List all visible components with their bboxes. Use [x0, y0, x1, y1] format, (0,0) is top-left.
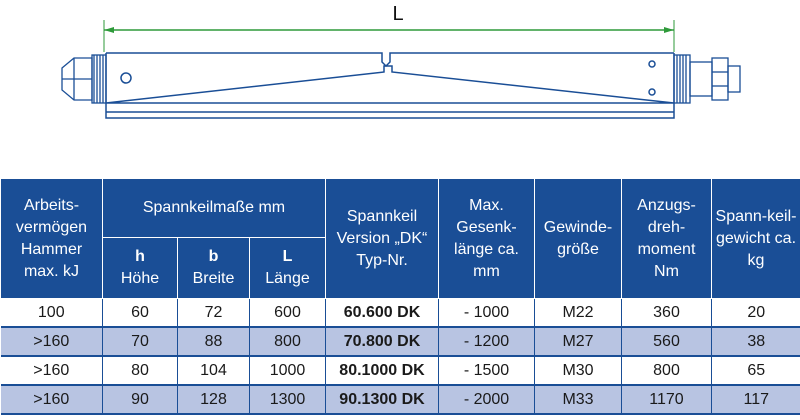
header-gesenklaenge: Max. Gesenk-länge ca. mm [439, 179, 535, 299]
header-spannkeil-version: Spannkeil Version „DK“ Typ-Nr. [326, 179, 439, 299]
cell-hammer: >160 [1, 356, 103, 385]
cell-gesenk: - 1200 [439, 327, 535, 356]
cell-b: 104 [178, 356, 250, 385]
spannkeil-drawing [0, 0, 800, 170]
cell-hammer: >160 [1, 385, 103, 414]
cell-b: 128 [178, 385, 250, 414]
cell-moment: 800 [622, 356, 712, 385]
header-h-label: Höhe [120, 270, 160, 287]
cell-l: 600 [250, 299, 326, 328]
spannkeil-table [0, 178, 800, 415]
cell-moment: 360 [622, 299, 712, 328]
cell-typ: 70.800 DK [326, 327, 439, 356]
header-spannkeilmasse: Spannkeilmaße mm [103, 179, 326, 238]
header-laenge [250, 238, 326, 299]
header-gewindegroesse: Gewinde-größe [535, 179, 622, 299]
header-h-symbol: h [135, 248, 145, 265]
header-hoehe [103, 238, 178, 299]
table-row [1, 356, 800, 385]
cell-gewicht: 117 [712, 385, 800, 414]
cell-gewicht: 20 [712, 299, 800, 328]
cell-b: 72 [178, 299, 250, 328]
cell-gewinde: M27 [535, 327, 622, 356]
header-spannkeilgewicht: Spann-keil-gewicht ca. kg [712, 179, 800, 299]
header-b-symbol: b [208, 248, 219, 265]
cell-hammer: 100 [1, 299, 103, 328]
cell-b: 88 [178, 327, 250, 356]
cell-h: 90 [103, 385, 178, 414]
header-arbeitsvermoegen: Arbeits-vermögen Hammer max. kJ [1, 179, 103, 299]
table-row [1, 327, 800, 356]
cell-gesenk: - 2000 [439, 385, 535, 414]
cell-typ: 60.600 DK [326, 299, 439, 328]
cell-gesenk: - 1500 [439, 356, 535, 385]
dimension-line [104, 20, 674, 52]
header-l-label: Länge [265, 270, 310, 287]
header-breite [178, 238, 250, 299]
header-l-symbol: L [282, 248, 293, 265]
cell-moment: 1170 [622, 385, 712, 414]
cell-gewicht: 38 [712, 327, 800, 356]
cell-l: 1300 [250, 385, 326, 414]
cell-l: 1000 [250, 356, 326, 385]
cell-gewicht: 65 [712, 356, 800, 385]
dimension-label: L [392, 3, 404, 25]
cell-typ: 90.1300 DK [326, 385, 439, 414]
left-thread-end [62, 55, 106, 103]
cell-h: 80 [103, 356, 178, 385]
cell-h: 60 [103, 299, 178, 328]
table-row [1, 299, 800, 328]
cell-gewinde: M33 [535, 385, 622, 414]
cell-typ: 80.1000 DK [326, 356, 439, 385]
header-b-label: Breite [192, 270, 235, 287]
header-anzugsdrehmoment: Anzugs-dreh-moment Nm [622, 179, 712, 299]
cell-gesenk: - 1000 [439, 299, 535, 328]
cell-h: 70 [103, 327, 178, 356]
table-row [1, 385, 800, 414]
right-thread-end [674, 55, 740, 103]
cell-hammer: >160 [1, 327, 103, 356]
wedge-body [106, 53, 674, 118]
cell-l: 800 [250, 327, 326, 356]
cell-moment: 560 [622, 327, 712, 356]
cell-gewinde: M22 [535, 299, 622, 328]
cell-gewinde: M30 [535, 356, 622, 385]
